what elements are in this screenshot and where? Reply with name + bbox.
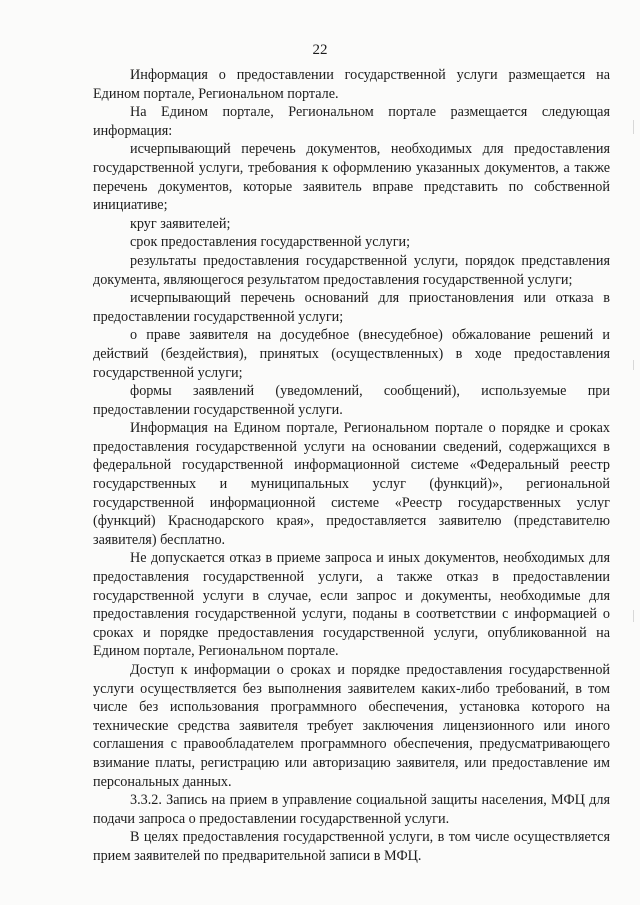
paragraph-7: исчерпывающий перечень оснований для приостановления или отказа в предоставлении государственной услуги;: [93, 290, 610, 325]
page-number: 22: [312, 42, 328, 58]
paragraph-5: срок предоставления государственной услуги;: [130, 234, 411, 251]
paragraph-6: результаты предоставления государственной услуги, порядок представления документа, являющегося результатом предоставления государственной услуги;: [93, 252, 610, 288]
paragraph-13: 3.3.2. Запись на прием в управление социальной защиты населения, МФЦ для подачи запроса о предоставлении государственной услуги.: [93, 792, 610, 827]
paragraph-8: о праве заявителя на досудебное (внесудебное) обжалование решений и действий (бездействия), принятых (осуществленных) в ходе предоставления государственной услуги;: [93, 327, 610, 381]
paragraph-4: круг заявителей;: [130, 215, 231, 232]
scan-edge-mark: [633, 360, 634, 370]
paragraph-3: исчерпывающий перечень документов, необходимых для предоставления государственной услуги, требования к оформлению указанных документов, а также перечень документов, которые заявитель вправе представить по собственной инициативе;: [93, 141, 610, 214]
paragraph-2: На Едином портале, Региональном портале размещается следующая информация:: [93, 104, 610, 139]
paragraph-14: В целях предоставления государственной услуги, в том числе осуществляется прием заявителей по предварительной записи в МФЦ.: [93, 829, 610, 864]
scan-edge-mark: [633, 610, 634, 622]
body-text: [93, 66, 610, 866]
paragraph-1: Информация о предоставлении государственной услуги размещается на Едином портале, Региональном портале.: [93, 67, 610, 102]
paragraph-12: Доступ к информации о сроках и порядке предоставления государственной услуги осуществляется без выполнения заявителем каких-либо требований, в том числе без использования программного обеспечения, установка которого на технические средства заявителя требует заключения лицензионного или иного соглашения с правообладателем программного обеспечения, предусматривающего взимание платы, регистрацию или авторизацию заявителя, или предоставление им персональных данных.: [93, 662, 610, 790]
paragraph-11: Не допускается отказ в приеме запроса и иных документов, необходимых для предоставления государственной услуги, а также отказ в предоставлении государственной услуги в случае, если запрос и документы, необходимые для предоставления государственной услуги, поданы в соответствии с информацией о сроках и порядке предоставления государственной услуги, опубликованной на Едином портале, Региональном портале.: [93, 550, 610, 660]
paragraph-10: Информация на Едином портале, Региональном портале о порядке и сроках предоставления государственной услуги на основании сведений, содержащихся в федеральной государственной информационной системе «Федеральный реестр государственных и муниципальных услуг (функций)», региональной государственной информационной системе «Реестр государственных услуг (функций) Краснодарского края», предоставляется заявителю (представителю заявителя) бесплатно.: [93, 420, 610, 548]
paragraph-9: формы заявлений (уведомлений, сообщений), используемые при предоставлении государственной услуги.: [93, 383, 610, 418]
scan-edge-mark: [633, 120, 634, 134]
